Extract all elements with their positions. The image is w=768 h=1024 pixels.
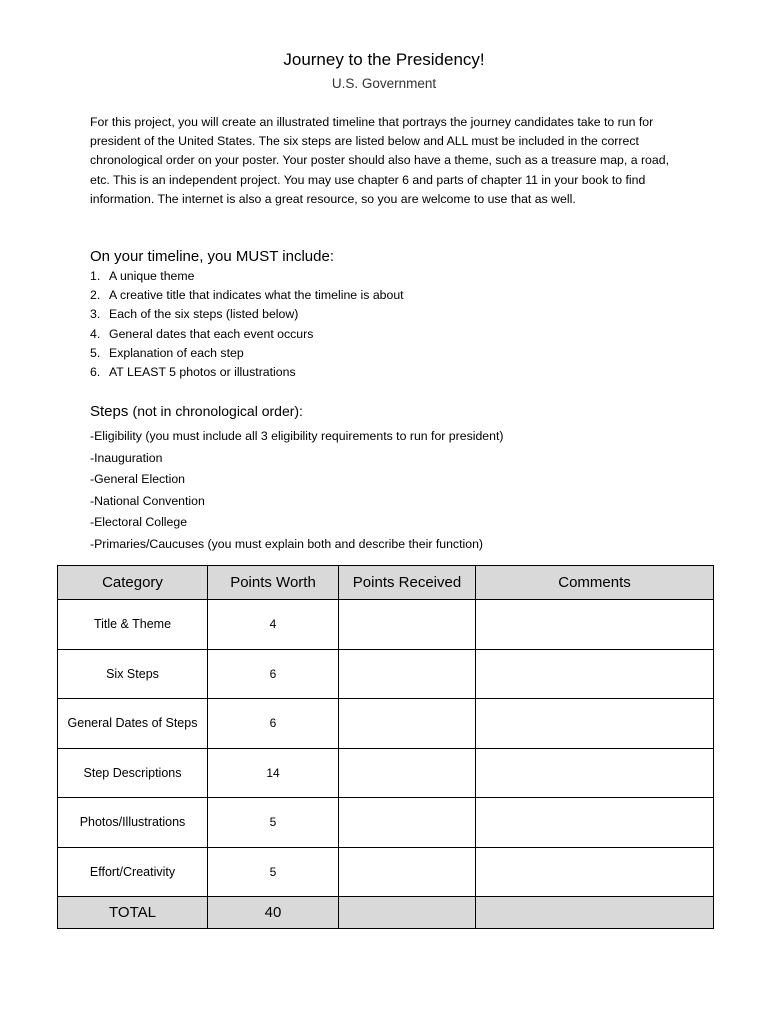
column-header-comments: Comments: [476, 566, 714, 600]
column-header-category: Category: [58, 566, 208, 600]
points-worth-cell: 5: [208, 798, 339, 848]
category-cell: Six Steps: [58, 649, 208, 699]
comments-cell[interactable]: [476, 649, 714, 699]
requirement-item: [90, 305, 404, 324]
category-cell: Photos/Illustrations: [58, 798, 208, 848]
points-received-cell[interactable]: [339, 649, 476, 699]
points-received-cell[interactable]: [339, 798, 476, 848]
points-received-cell[interactable]: [339, 847, 476, 897]
category-cell: Effort/Creativity: [58, 847, 208, 897]
steps-heading-label: Steps: [90, 403, 129, 420]
step-item: -National Convention: [90, 493, 205, 508]
requirement-text: Explanation of each step: [109, 345, 244, 360]
requirement-number: 6.: [90, 365, 101, 380]
requirements-heading: On your timeline, you MUST include:: [90, 248, 334, 265]
rubric-row: [58, 847, 714, 897]
total-points-cell: 40: [208, 897, 339, 929]
requirement-text: A creative title that indicates what the timeline is about: [109, 288, 404, 303]
comments-cell[interactable]: [476, 699, 714, 749]
points-received-cell[interactable]: [339, 600, 476, 650]
requirement-item: [90, 325, 404, 344]
points-worth-cell: 14: [208, 748, 339, 798]
points-received-cell[interactable]: [339, 699, 476, 749]
requirements-list: [90, 267, 404, 382]
rubric-header-row: [58, 566, 714, 600]
requirement-number: 3.: [90, 307, 101, 322]
requirement-item: [90, 344, 404, 363]
rubric-row: [58, 649, 714, 699]
requirement-item: [90, 363, 404, 382]
step-item: -Inauguration: [90, 450, 163, 465]
page-title: Journey to the Presidency!: [283, 50, 485, 69]
rubric-row: [58, 798, 714, 848]
rubric-table: [57, 565, 714, 929]
rubric-row: [58, 600, 714, 650]
requirement-text: General dates that each event occurs: [109, 326, 314, 341]
category-cell: Title & Theme: [58, 600, 208, 650]
points-received-cell[interactable]: [339, 748, 476, 798]
rubric-total-row: [58, 897, 714, 929]
points-worth-cell: 6: [208, 649, 339, 699]
column-header-points-worth: Points Worth: [208, 566, 339, 600]
steps-heading: [90, 402, 303, 421]
points-worth-cell: 6: [208, 699, 339, 749]
total-label-cell: TOTAL: [58, 897, 208, 929]
requirement-number: 4.: [90, 326, 101, 341]
comments-cell[interactable]: [476, 600, 714, 650]
comments-cell[interactable]: [476, 847, 714, 897]
column-header-points-received: Points Received: [339, 566, 476, 600]
step-item: -Electoral College: [90, 515, 188, 530]
page-subtitle: U.S. Government: [331, 76, 437, 91]
total-received-cell[interactable]: [339, 897, 476, 929]
requirement-text: A unique theme: [109, 269, 195, 283]
step-item: -Primaries/Caucuses (you must explain both and describe their function): [90, 536, 484, 551]
rubric-row: [58, 699, 714, 749]
steps-list: [90, 426, 504, 556]
rubric-row: [58, 748, 714, 798]
step-item: -Eligibility (you must include all 3 eligibility requirements to run for president): [90, 429, 504, 443]
requirement-number: 5.: [90, 345, 101, 360]
comments-cell[interactable]: [476, 798, 714, 848]
requirement-text: Each of the six steps (listed below): [109, 307, 299, 322]
points-worth-cell: 4: [208, 600, 339, 650]
category-cell: General Dates of Steps: [58, 699, 208, 749]
comments-cell[interactable]: [476, 748, 714, 798]
requirement-item: [90, 286, 404, 305]
points-worth-cell: 5: [208, 847, 339, 897]
requirement-item: [90, 267, 404, 286]
requirement-text: AT LEAST 5 photos or illustrations: [109, 365, 296, 380]
category-cell: Step Descriptions: [58, 748, 208, 798]
requirement-number: 2.: [90, 288, 101, 303]
requirement-number: 1.: [90, 269, 101, 283]
steps-heading-note: (not in chronological order):: [132, 403, 303, 419]
step-item: -General Election: [90, 472, 186, 487]
total-comments-cell[interactable]: [476, 897, 714, 929]
intro-paragraph: For this project, you will create an illustrated timeline that portrays the journey candidates take to run for president of the United States. The six steps are listed below and ALL must be included in the correct chronological order on your poster. Your poster should also have a theme, such as a treasure map, a road, etc. This is an independent project. You may use chapter 6 and parts of chapter 11 in your book to find information. The internet is also a great resource, so you are welcome to use that as well.: [90, 115, 669, 206]
